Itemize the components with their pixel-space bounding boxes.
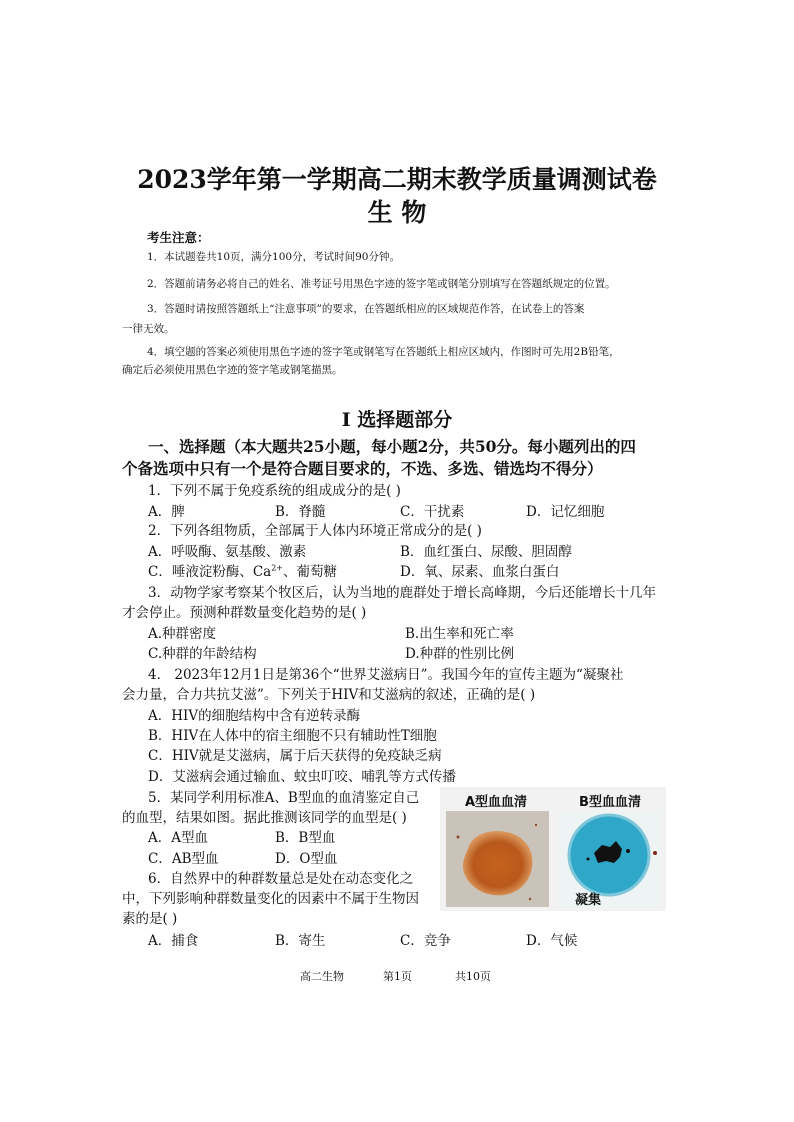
q5-option-a: A．A型血 <box>148 830 208 846</box>
q2-option-d: D．氧、尿素、血浆白蛋白 <box>400 564 560 580</box>
notice-item: 1．本试题卷共10页，满分100分，考试时间90分钟。 <box>147 251 400 263</box>
q5-option-c: C．AB型血 <box>148 851 219 867</box>
section-title: Ⅰ 选择题部分 <box>341 409 453 431</box>
footer-page: 第1页 <box>383 970 412 983</box>
q5-option-d: D．O型血 <box>275 851 338 867</box>
question-6-stem-cont: 素的是( ) <box>122 911 178 927</box>
notice-item: 4．填空题的答案必须使用黑色字迹的签字笔或钢笔写在答题纸上相应区域内，作图时可先用2B铅笔， <box>147 346 620 358</box>
q3-option-a: A.种群密度 <box>148 626 217 642</box>
part-heading: 一、选择题（本大题共25小题，每小题2分，共50分。每小题列出的四 <box>148 437 636 456</box>
q6-option-d: D．气候 <box>526 933 578 949</box>
question-6-stem: 6．自然界中的种群数量总是处在动态变化之 <box>148 871 414 887</box>
q4-option-a: A．HIV的细胞结构中含有逆转录酶 <box>148 708 361 724</box>
part-heading: 个备选项中只有一个是符合题目要求的，不选、多选、错选均不得分） <box>122 459 603 478</box>
q3-option-d: D.种群的性别比例 <box>405 646 515 662</box>
question-3-stem-cont: 才会停止。预测种群数量变化趋势的是( ) <box>122 605 367 621</box>
notice-heading: 考生注意： <box>147 230 210 245</box>
q4-option-c: C．HIV就是艾滋病，属于后天获得的免疫缺乏病 <box>148 748 442 764</box>
q1-option-a: A．脾 <box>148 504 185 520</box>
serum-a-label: A型血血清 <box>464 795 528 810</box>
q6-option-a: A．捕食 <box>148 933 199 949</box>
question-5-stem: 5．某同学利用标准A、B型血的血清鉴定自己 <box>148 790 420 806</box>
subject-title: 生 物 <box>367 198 427 227</box>
footer-total-pages: 共10页 <box>455 970 491 983</box>
question-1-stem: 1．下列不属于免疫系统的组成成分的是( ) <box>148 483 401 499</box>
serum-b-label: B型血血清 <box>579 795 641 810</box>
agglutination-label: 凝集 <box>574 893 601 908</box>
q1-option-b: B．脊髓 <box>275 504 326 520</box>
q2-option-b: B．血红蛋白、尿酸、胆固醇 <box>400 544 572 560</box>
notice-item: 一律无效。 <box>122 323 175 335</box>
q2-option-a: A．呼吸酶、氨基酸、激素 <box>148 544 307 560</box>
q4-option-d: D．艾滋病会通过输血、蚊虫叮咬、哺乳等方式传播 <box>148 769 456 785</box>
q5-option-b: B．B型血 <box>275 830 336 846</box>
question-5-stem-cont: 的血型，结果如图。据此推测该同学的血型是( ) <box>122 810 407 826</box>
blood-type-figure <box>440 787 666 911</box>
question-6-stem-cont: 中，下列影响种群数量变化的因素中不属于生物因 <box>122 891 419 907</box>
footer-subject: 高二生物 <box>300 970 344 983</box>
q3-option-b: B.出生率和死亡率 <box>405 626 514 642</box>
question-4-stem: 4． 2023年12月1日是第36个“世界艾滋病日”。我国今年的宣传主题为“凝聚社 <box>148 667 624 683</box>
q6-option-c: C．竞争 <box>400 933 451 949</box>
q2-option-c: C．唾液淀粉酶、$Ca^{2+}$、葡萄糖 <box>148 563 338 580</box>
notice-item: 确定后必须使用黑色字迹的签字笔或钢笔描黑。 <box>122 364 343 376</box>
serum-a-sample <box>446 811 549 907</box>
q4-option-b: B．HIV在人体中的宿主细胞不只有辅助性T细胞 <box>148 728 437 744</box>
q1-option-d: D．记忆细胞 <box>526 504 605 520</box>
question-2-stem: 2．下列各组物质，全部属于人体内环境正常成分的是( ) <box>148 523 482 539</box>
question-4-stem-cont: 会力量，合力共抗艾滋”。下列关于HIV和艾滋病的叙述，正确的是( ) <box>122 687 536 703</box>
notice-item: 2．答题前请务必将自己的姓名、准考证号用黑色字迹的签字笔或钢笔分别填写在答题纸规定的位置。 <box>147 278 616 290</box>
q1-option-c: C．干扰素 <box>400 504 465 520</box>
question-3-stem: 3．动物学家考察某个牧区后，认为当地的鹿群处于增长高峰期，今后还能增长十几年 <box>148 585 657 601</box>
notice-item: 3．答题时请按照答题纸上“注意事项”的要求，在答题纸相应的区域规范作答，在试卷上的答案 <box>147 303 585 315</box>
q6-option-b: B．寄生 <box>275 933 326 949</box>
q3-option-c: C.种群的年龄结构 <box>148 646 257 662</box>
exam-title: 2023学年第一学期高二期末教学质量调测试卷 <box>137 165 657 194</box>
